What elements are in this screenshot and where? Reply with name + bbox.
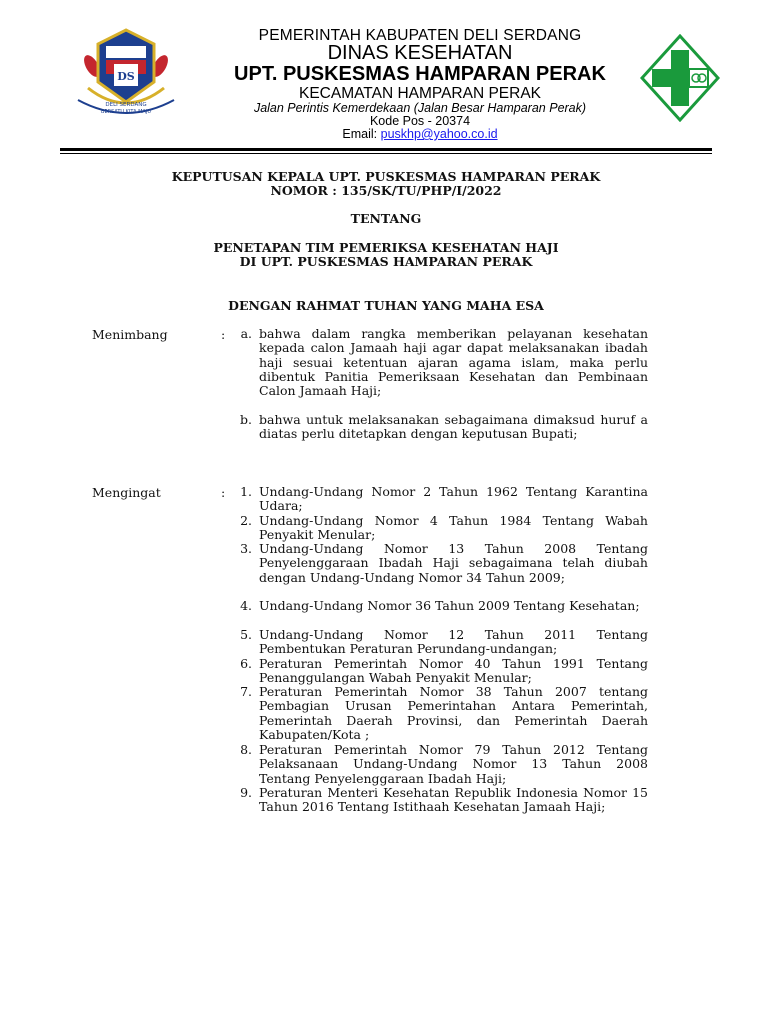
svg-text:DELI SERDANG: DELI SERDANG [105, 102, 147, 108]
letterhead-divider-thick [60, 148, 712, 151]
item-marker: 5. [240, 627, 252, 642]
letterhead-postal-code: Kode Pos - 20374 [369, 114, 471, 128]
mengingat-label: Mengingat [92, 485, 161, 500]
mengingat-colon: : [221, 485, 226, 500]
item-text: Peraturan Pemerintah Nomor 79 Tahun 2012 Tentang Pelaksanaan Undang-Undang Nomor 13 Tahun 2008 Tentang Penyelenggaraan Ibadah Haji; [259, 742, 648, 786]
item-marker: 7. [240, 684, 252, 699]
menimbang-colon: : [221, 327, 226, 342]
email-label: Email: [342, 127, 381, 141]
decree-subject-line1: PENETAPAN TIM PEMERIKSA KESEHATAN HAJI [213, 240, 559, 255]
letterhead-government: PEMERINTAH KABUPATEN DELI SERDANG [258, 27, 582, 44]
item-marker: b. [240, 412, 252, 427]
letterhead-district: KECAMATAN HAMPARAN PERAK [298, 85, 541, 102]
item-marker: 6. [240, 656, 252, 671]
item-text: Undang-Undang Nomor 2 Tahun 1962 Tentang Karantina Udara; [259, 484, 648, 514]
item-marker: 8. [240, 742, 252, 757]
item-marker: 2. [240, 513, 252, 528]
letterhead-email-line [200, 127, 640, 141]
item-text: Peraturan Menteri Kesehatan Republik Indonesia Nomor 15 Tahun 2016 Tentang Istithaah Kesehatan Jamaah Haji; [259, 785, 648, 815]
item-marker: 4. [240, 598, 252, 613]
decree-title: KEPUTUSAN KEPALA UPT. PUSKESMAS HAMPARAN PERAK [171, 169, 601, 184]
letterhead-organization: UPT. PUSKESMAS HAMPARAN PERAK [234, 63, 606, 85]
decree-subject-line2: DI UPT. PUSKESMAS HAMPARAN PERAK [239, 254, 533, 269]
item-marker: a. [240, 326, 252, 341]
letterhead-department: DINAS KESEHATAN [327, 42, 513, 64]
item-text: Peraturan Pemerintah Nomor 38 Tahun 2007 tentang Pembagian Urusan Pemerintahan Antara Pemerintah, Pemerintah Daerah Provinsi, dan Pemerintah Daerah Kabupaten/Kota ; [259, 684, 648, 742]
svg-text:DS: DS [117, 70, 135, 83]
item-text: bahwa untuk melaksanakan sebagaimana dimaksud huruf a diatas perlu ditetapkan dengan keputusan Bupati; [259, 412, 648, 442]
item-text: bahwa dalam rangka memberikan pelayanan kesehatan kepada calon Jamaah haji agar dapat melaksanakan ibadah haji sesuai ketentuan ajaran agama islam, maka perlu dibentuk Panitia Pemeriksaan Kesehatan dan Pembinaan Calon Jamaah Haji; [259, 326, 648, 399]
decree-blessing: DENGAN RAHMAT TUHAN YANG MAHA ESA [228, 298, 544, 313]
letterhead-address: Jalan Perintis Kemerdekaan (Jalan Besar Hamparan Perak) [253, 101, 587, 115]
email-link[interactable]: puskhp@yahoo.co.id [380, 127, 498, 141]
letterhead-divider-thin [60, 153, 712, 154]
decree-number: NOMOR : 135/SK/TU/PHP/I/2022 [270, 183, 502, 198]
item-text: Undang-Undang Nomor 13 Tahun 2008 Tentang Penyelenggaraan Ibadah Haji sebagaimana telah diubah dengan Undang-Undang Nomor 34 Tahun 2009; [259, 541, 648, 585]
item-marker: 1. [240, 484, 252, 499]
item-text: Undang-Undang Nomor 12 Tahun 2011 Tentang Pembentukan Peraturan Perundang-undangan; [259, 627, 648, 657]
menimbang-label: Menimbang [92, 327, 168, 342]
svg-text:BERSATU KITA MAJU: BERSATU KITA MAJU [101, 109, 151, 115]
item-text: Undang-Undang Nomor 36 Tahun 2009 Tentang Kesehatan; [259, 598, 640, 613]
deli-serdang-logo [70, 26, 182, 122]
decree-tentang: TENTANG [350, 211, 422, 226]
item-marker: 9. [240, 785, 252, 800]
item-marker: 3. [240, 541, 252, 556]
item-text: Peraturan Pemerintah Nomor 40 Tahun 1991 Tentang Penanggulangan Wabah Penyakit Menular; [259, 656, 648, 686]
item-text: Undang-Undang Nomor 4 Tahun 1984 Tentang Wabah Penyakit Menular; [259, 513, 648, 543]
puskesmas-logo [640, 34, 720, 122]
